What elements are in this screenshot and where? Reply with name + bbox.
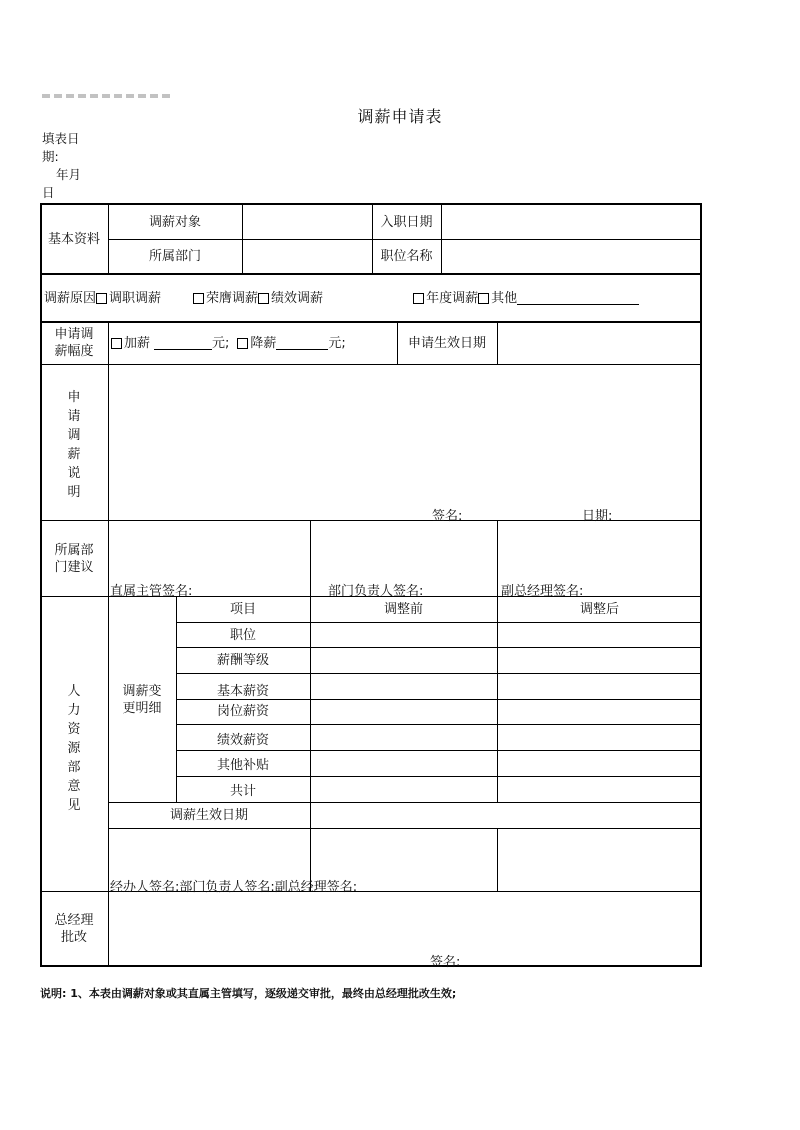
row-total-label: 共计 bbox=[229, 783, 256, 799]
hr-char: 意 bbox=[67, 779, 81, 794]
explanation-char: 说 bbox=[67, 466, 81, 481]
change-detail-line2: 更明细 bbox=[122, 701, 162, 716]
reason-label: 调薪原因 bbox=[44, 290, 97, 306]
amount-label-line2: 薪幅度 bbox=[54, 344, 94, 359]
hr-char: 源 bbox=[67, 741, 81, 756]
row-position-label: 职位 bbox=[229, 627, 256, 643]
salary-target-label: 调薪对象 bbox=[148, 214, 201, 230]
basic-info-label: 基本资料 bbox=[47, 231, 100, 247]
salary-effective-date-field[interactable] bbox=[310, 803, 702, 828]
hr-opinion-label bbox=[40, 682, 108, 815]
explanation-char: 调 bbox=[67, 428, 81, 443]
col-item-header: 项目 bbox=[229, 602, 256, 617]
gm-label bbox=[40, 892, 108, 965]
checkbox-cut[interactable] bbox=[237, 338, 248, 349]
position-name-field[interactable] bbox=[441, 240, 702, 273]
raise-amount-field[interactable] bbox=[154, 337, 212, 350]
checkbox-annual[interactable] bbox=[413, 293, 424, 304]
col-before-header: 调整前 bbox=[383, 602, 423, 617]
change-detail-label bbox=[108, 680, 176, 720]
row-base-salary-label: 基本薪资 bbox=[216, 683, 269, 699]
supervisor-sign-label: 直属主管签名: bbox=[110, 584, 193, 599]
effective-date-label: 申请生效日期 bbox=[407, 335, 486, 351]
amount-options bbox=[111, 322, 397, 364]
checkbox-raise[interactable] bbox=[111, 338, 122, 349]
explanation-char: 请 bbox=[67, 409, 81, 424]
gm-label-line1: 总经理 bbox=[54, 912, 94, 928]
hire-date-label: 入职日期 bbox=[380, 214, 433, 230]
explanation-sign-label: 签名: bbox=[432, 509, 463, 524]
header-smudge bbox=[42, 94, 172, 98]
footnote: 说明: 1、本表由调薪对象或其直属主管填写，逐级递交审批，最终由总经理批改生效; bbox=[40, 987, 457, 1000]
hr-char: 人 bbox=[67, 684, 81, 699]
row-post-salary-label: 岗位薪资 bbox=[216, 703, 269, 719]
cut-amount-field[interactable] bbox=[276, 337, 328, 350]
gm-label-line2: 批改 bbox=[60, 929, 87, 945]
salary-target-field[interactable] bbox=[242, 205, 372, 239]
gm-sign-label: 签名: bbox=[430, 955, 461, 970]
option-annual-label: 年度调薪 bbox=[426, 290, 479, 306]
explanation-field[interactable] bbox=[108, 365, 702, 520]
col-after-header: 调整后 bbox=[579, 602, 619, 617]
cut-label: 降薪 bbox=[250, 335, 277, 351]
hr-char: 力 bbox=[67, 703, 81, 718]
hire-date-field[interactable] bbox=[441, 205, 702, 239]
option-transfer-label: 调职调薪 bbox=[109, 290, 162, 306]
effective-date-field[interactable] bbox=[497, 322, 702, 364]
salary-effective-date-label: 调薪生效日期 bbox=[169, 808, 248, 823]
department-field[interactable] bbox=[242, 240, 372, 273]
explanation-label bbox=[40, 388, 108, 502]
fill-date-label bbox=[42, 130, 81, 202]
position-name-label: 职位名称 bbox=[380, 249, 433, 264]
option-honor-label: 荣膺调薪 bbox=[206, 290, 259, 306]
raise-unit: 元; bbox=[212, 335, 230, 351]
dept-head-sign-label: 部门负责人签名: bbox=[328, 584, 424, 599]
fill-date-line4: 日 bbox=[42, 185, 55, 200]
amount-label-line1: 申请调 bbox=[54, 327, 94, 342]
explanation-char: 薪 bbox=[67, 447, 81, 462]
dept-advice-line1: 所属部 bbox=[54, 542, 94, 558]
hr-char: 见 bbox=[67, 798, 81, 813]
amount-label bbox=[40, 322, 108, 364]
department-label: 所属部门 bbox=[148, 249, 201, 264]
option-performance-label: 绩效调薪 bbox=[271, 290, 324, 306]
change-detail-line1: 调薪变 bbox=[122, 684, 162, 699]
checkbox-transfer[interactable] bbox=[96, 293, 107, 304]
hr-signatures-label: 经办人签名:部门负责人签名:副总经理签名: bbox=[110, 880, 358, 895]
explanation-char: 申 bbox=[67, 390, 81, 405]
row-other-allowance-label: 其他补贴 bbox=[216, 757, 269, 773]
fill-date-line1: 填表日 bbox=[42, 131, 80, 146]
other-reason-field[interactable] bbox=[517, 292, 639, 305]
dept-advice-label bbox=[40, 521, 108, 596]
explanation-date-label: 日期: bbox=[582, 509, 613, 524]
checkbox-other[interactable] bbox=[478, 293, 489, 304]
fill-date-line3: 年月 bbox=[56, 167, 82, 182]
hr-char: 部 bbox=[67, 760, 81, 775]
gm-comment-field[interactable] bbox=[108, 892, 702, 965]
row-pay-grade-label: 薪酬等级 bbox=[216, 653, 269, 668]
form-title: 调薪申请表 bbox=[357, 107, 443, 126]
row-performance-salary-label: 绩效薪资 bbox=[216, 732, 269, 748]
checkbox-honor[interactable] bbox=[193, 293, 204, 304]
checkbox-performance[interactable] bbox=[258, 293, 269, 304]
dept-advice-line2: 门建议 bbox=[54, 559, 94, 575]
explanation-char: 明 bbox=[67, 485, 81, 500]
fill-date-line2: 期: bbox=[42, 149, 59, 164]
hr-char: 资 bbox=[67, 722, 81, 737]
cut-unit: 元; bbox=[328, 335, 346, 351]
vp-sign-label: 副总经理签名: bbox=[501, 584, 584, 599]
option-other-label: 其他 bbox=[491, 290, 518, 306]
reason-row bbox=[44, 275, 704, 321]
raise-label: 加薪 bbox=[124, 335, 151, 351]
